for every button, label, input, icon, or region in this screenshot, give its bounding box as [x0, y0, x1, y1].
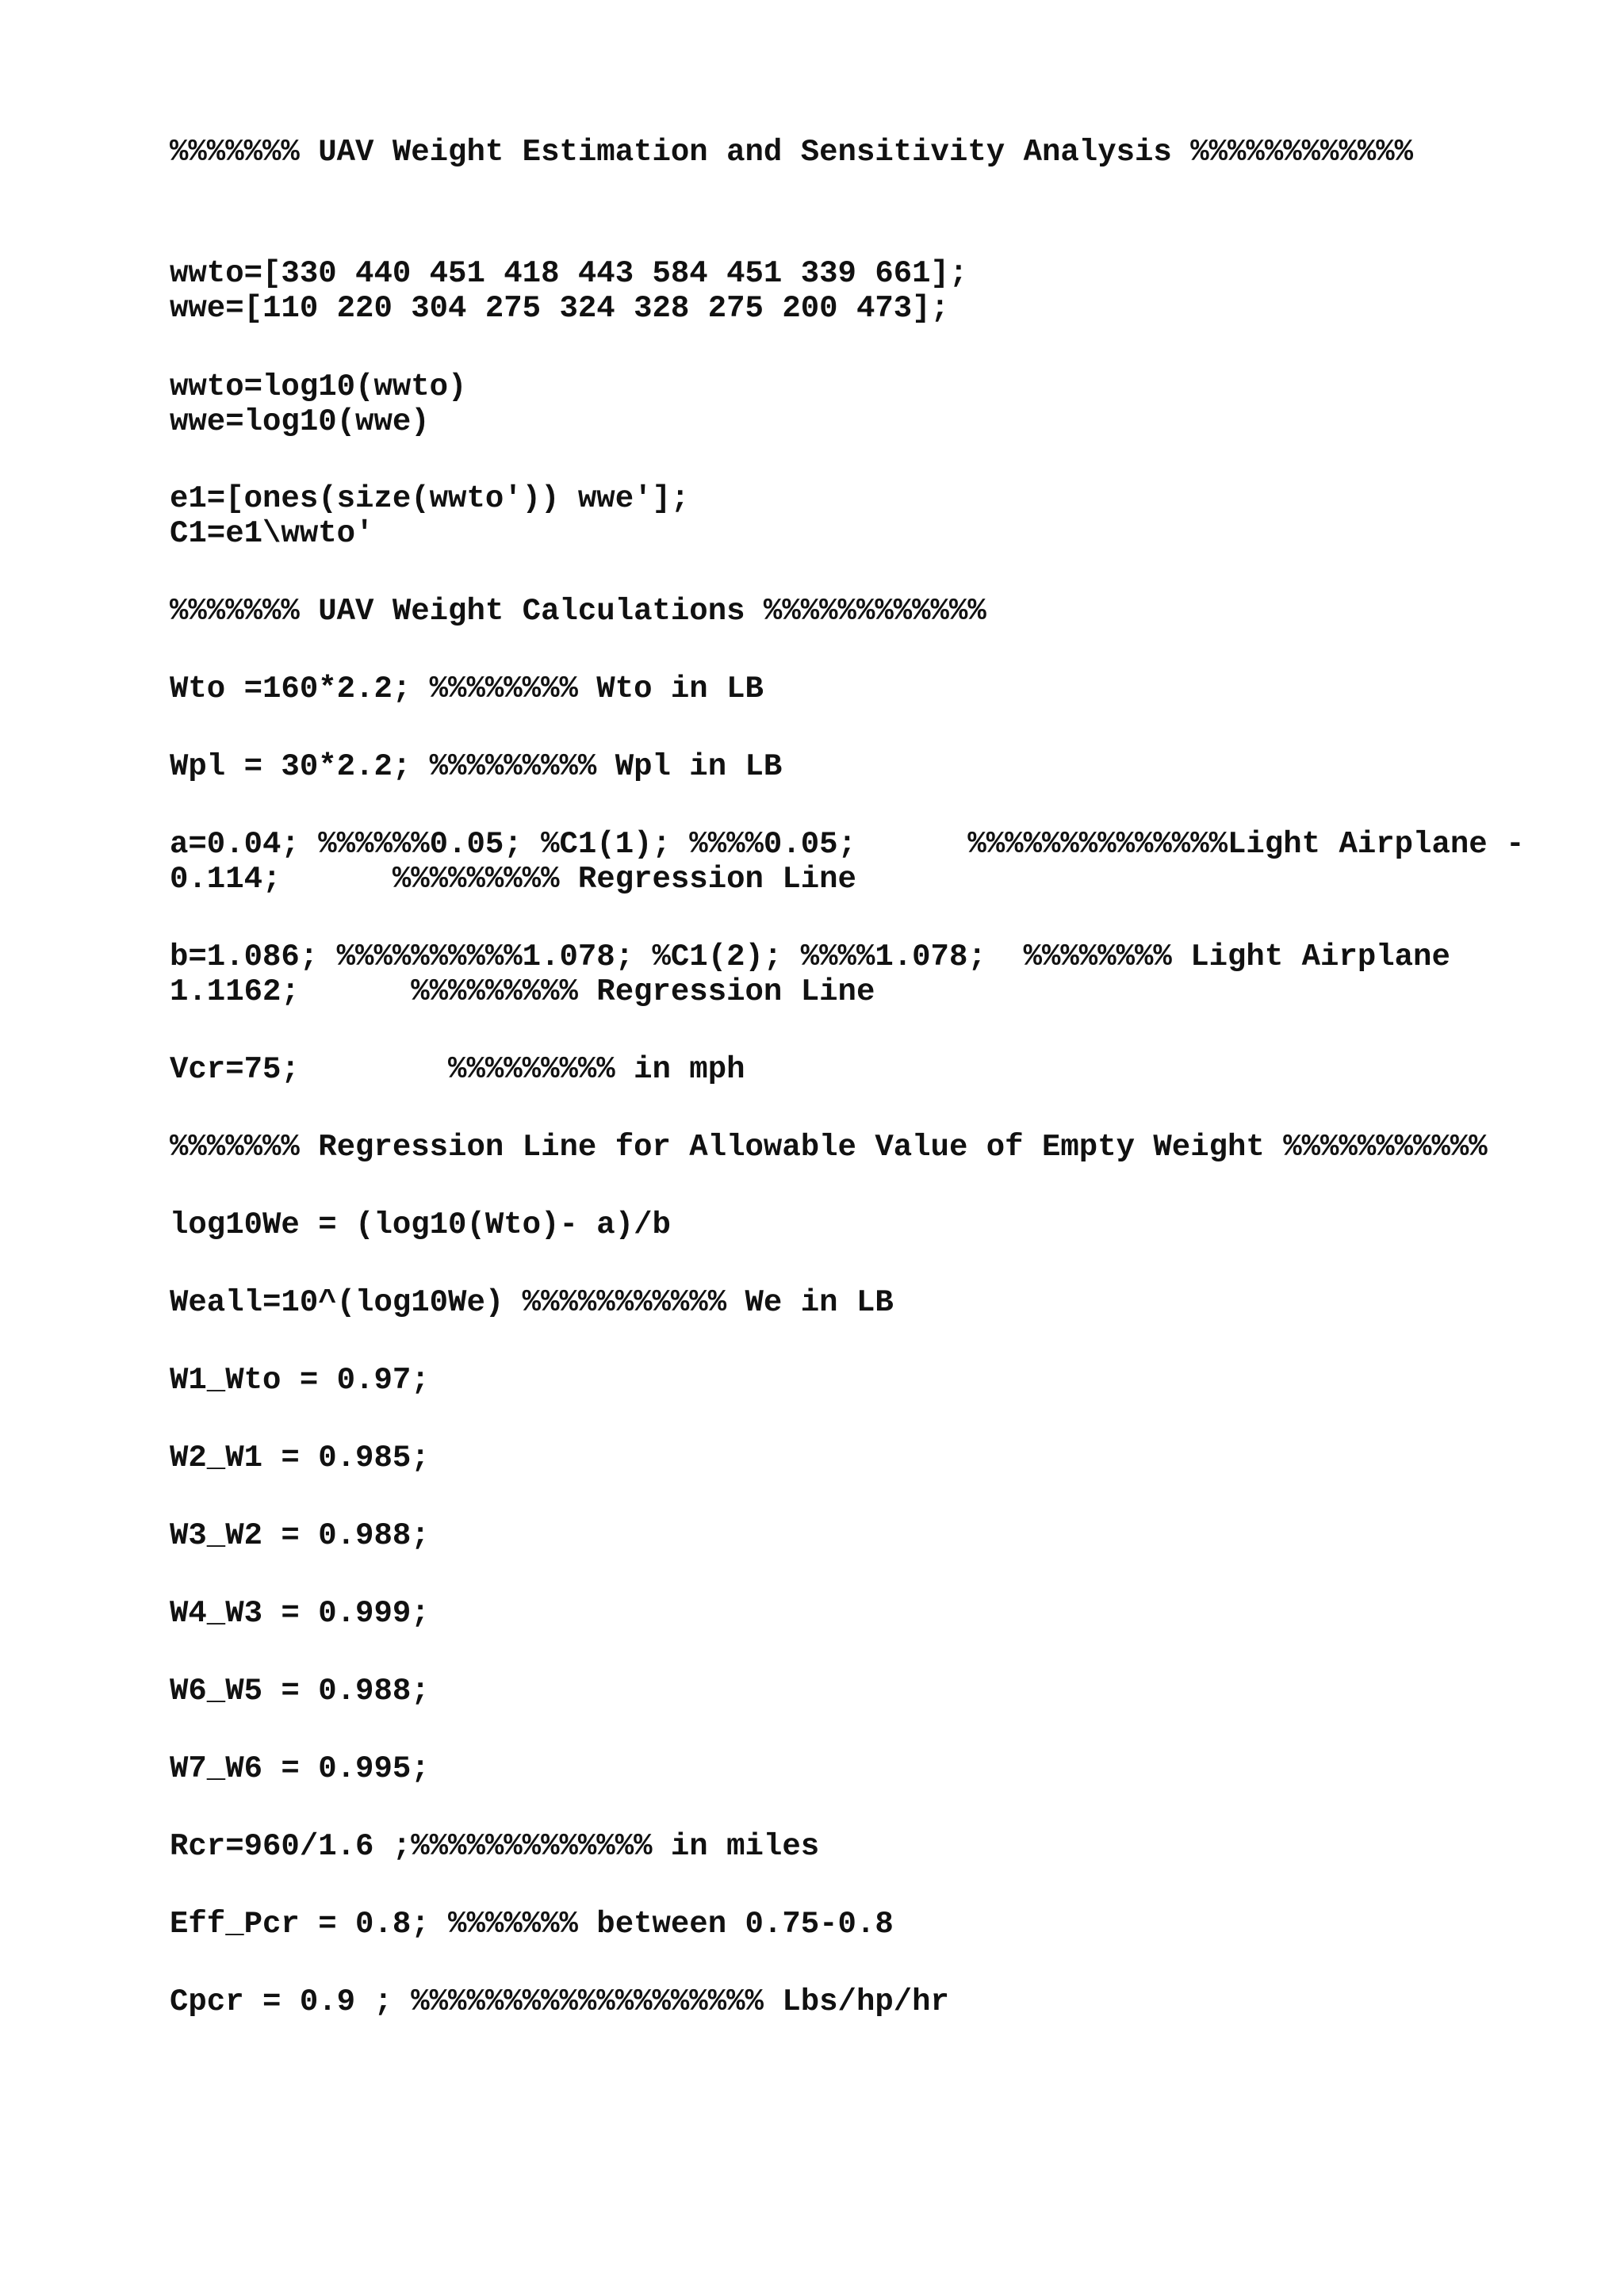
- code-line-w2-w1: W2_W1 = 0.985;: [170, 1441, 430, 1475]
- code-line-log10we: log10We = (log10(Wto)- a)/b: [170, 1207, 671, 1242]
- code-line-b: b=1.086; %%%%%%%%%%1.078; %C1(2); %%%%1.078; %%%%%%%% Light Airplane: [170, 939, 1450, 974]
- code-line-w3-w2: W3_W2 = 0.988;: [170, 1518, 430, 1553]
- code-line-wto: Wto =160*2.2; %%%%%%%% Wto in LB: [170, 672, 764, 706]
- code-line-a-continued: 0.114; %%%%%%%%% Regression Line: [170, 862, 856, 897]
- code-line-b-continued: 1.1162; %%%%%%%%% Regression Line: [170, 974, 875, 1009]
- code-line-w1-wto: W1_Wto = 0.97;: [170, 1363, 430, 1398]
- code-line-wwto-array: wwto=[330 440 451 418 443 584 451 339 661];: [170, 256, 968, 291]
- code-line-wwto-log: wwto=log10(wwto): [170, 369, 467, 404]
- code-line-a: a=0.04; %%%%%%0.05; %C1(1); %%%%0.05; %%%%%%%%%%%%%%Light Airplane -: [170, 827, 1525, 862]
- code-line-e1: e1=[ones(size(wwto')) wwe'];: [170, 481, 690, 516]
- comment-title-line: %%%%%%% UAV Weight Estimation and Sensitivity Analysis %%%%%%%%%%%%: [170, 135, 1414, 170]
- code-line-c1: C1=e1\wwto': [170, 516, 374, 551]
- code-line-vcr: Vcr=75; %%%%%%%%% in mph: [170, 1052, 745, 1087]
- code-line-weall: Weall=10^(log10We) %%%%%%%%%%% We in LB: [170, 1285, 894, 1320]
- code-line-w4-w3: W4_W3 = 0.999;: [170, 1596, 430, 1631]
- comment-section-weight-calculations: %%%%%%% UAV Weight Calculations %%%%%%%%%%%%: [170, 594, 986, 629]
- code-line-w6-w5: W6_W5 = 0.988;: [170, 1674, 430, 1709]
- code-line-wwe-log: wwe=log10(wwe): [170, 404, 430, 439]
- code-line-cpcr: Cpcr = 0.9 ; %%%%%%%%%%%%%%%%%%% Lbs/hp/hr: [170, 1984, 949, 2019]
- code-line-eff-pcr: Eff_Pcr = 0.8; %%%%%%% between 0.75-0.8: [170, 1907, 894, 1942]
- comment-section-regression-line: %%%%%%% Regression Line for Allowable Value of Empty Weight %%%%%%%%%%%: [170, 1130, 1488, 1165]
- code-line-wpl: Wpl = 30*2.2; %%%%%%%%% Wpl in LB: [170, 749, 783, 784]
- code-line-rcr: Rcr=960/1.6 ;%%%%%%%%%%%%% in miles: [170, 1829, 820, 1864]
- code-line-wwe-array: wwe=[110 220 304 275 324 328 275 200 473];: [170, 291, 949, 326]
- code-line-w7-w6: W7_W6 = 0.995;: [170, 1751, 430, 1786]
